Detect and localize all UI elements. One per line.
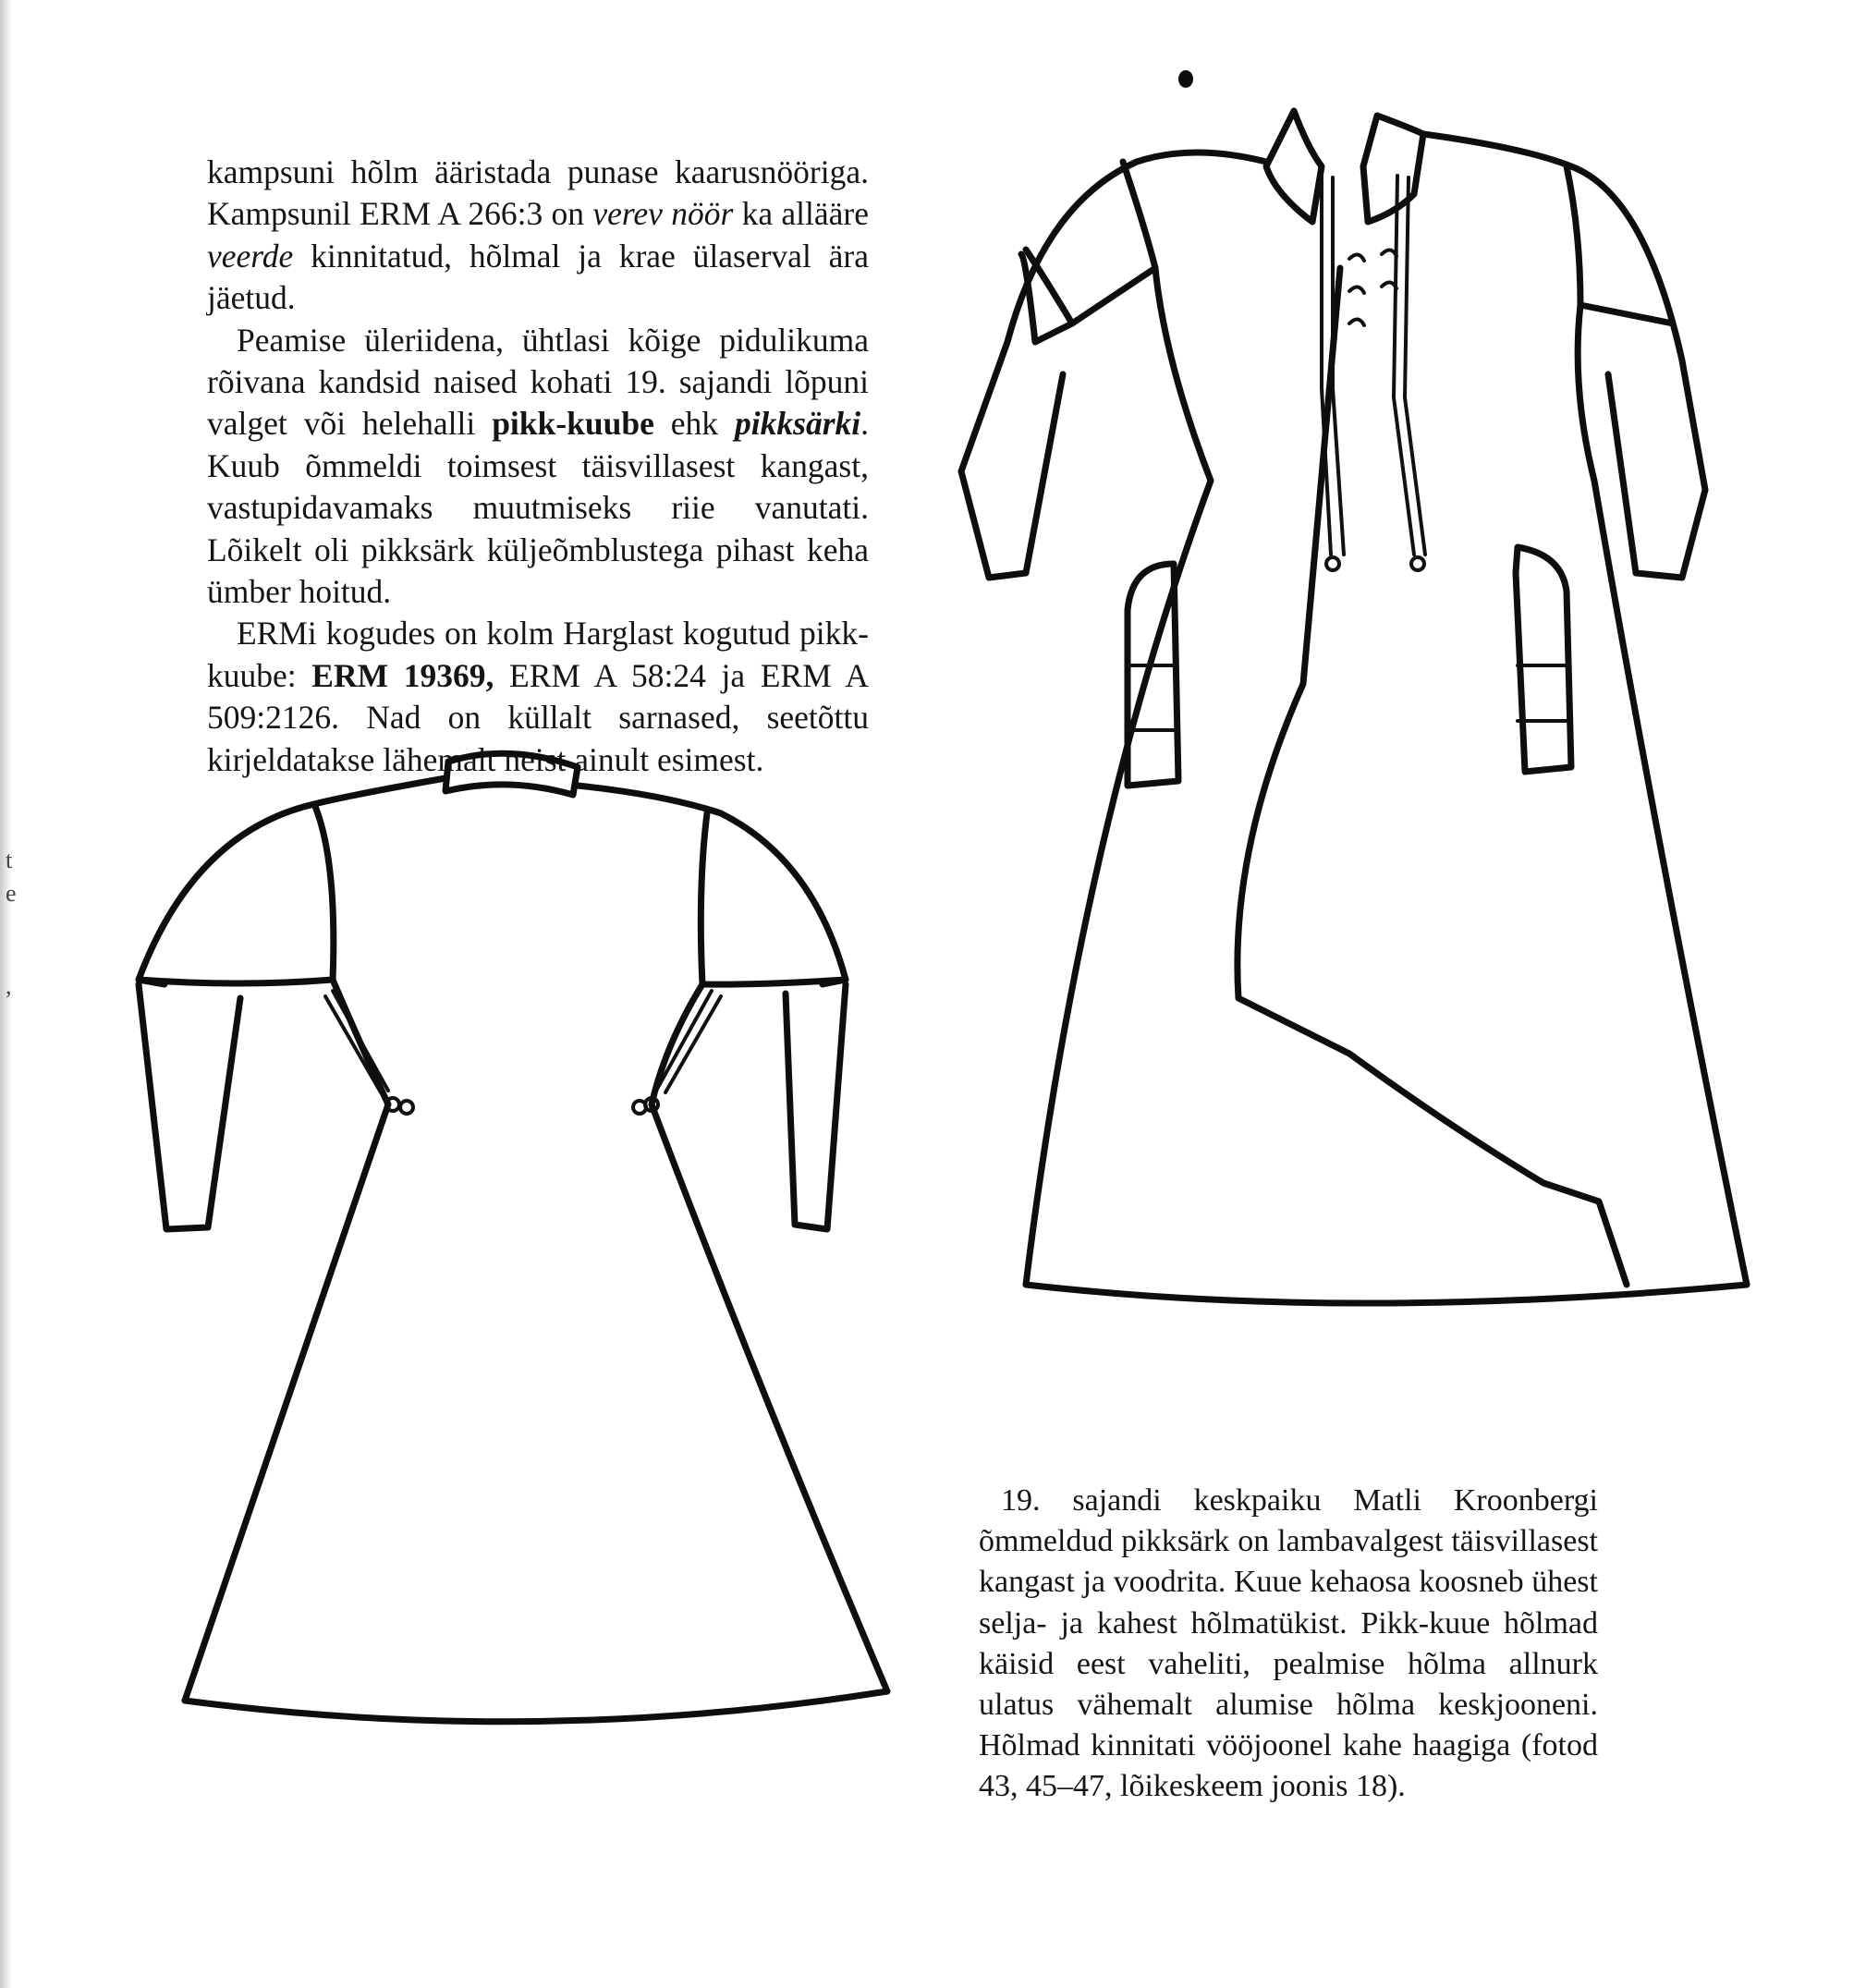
coat-front-svg [933, 92, 1821, 1331]
text-run: kinnitatud, hõlmal ja krae ülaserval ära jäetud. [207, 237, 869, 317]
paragraph-1 [207, 152, 869, 320]
text-run: . Kuub õmmeldi toimsest täisvillasest kangast, vastupidavamaks muutmiseks riie vanutati. Lõikelt oli pikksärk küljeõmblustega pihast keha ümber hoitud. [207, 405, 869, 611]
back-button-left-2 [400, 1101, 413, 1114]
bold-term: pikk-kuube [492, 405, 654, 443]
figure-caption [979, 1481, 1598, 1808]
back-upper-sleeve-right [701, 813, 707, 984]
ink-blot [1178, 70, 1193, 88]
back-shoulder-left [139, 778, 445, 984]
caption-paragraph: 19. sajandi keskpaiku Matli Kroonbergi õmmeldud pikksärk on lambavalgest täisvillasest kangast ja voodrita. Kuue kehaosa koosneb ühest selja- ja kahest hõlmatükist. Pikk-kuue hõlmad käisid eest vaheliti, pealmise hõlma allnurk ulatus vähemalt alumise hõlma keskjooneni. Hõlmad kinnitati vööjoonel kahe haagiga (fotod 43, 45–47, lõikeskeem joonis 18). [979, 1483, 1598, 1804]
paragraph-2 [207, 320, 869, 614]
bold-catalog-number: ERM 19369, [311, 656, 494, 694]
front-upper-sleeve-right [1567, 166, 1673, 323]
back-shoulder-right [578, 786, 846, 984]
front-loops-left [1349, 254, 1364, 325]
text-run: Peamise üleriidena, ühtlasi kõige pidulikuma rõivana kandsid naised kohati 19. sajandi lõpuni valget või helehalli [207, 321, 869, 443]
front-body-right [1578, 305, 1747, 1285]
back-hem [185, 1691, 887, 1722]
front-shoulder-left [961, 152, 1266, 471]
back-cuff-seam-left [139, 980, 333, 983]
front-button-left [1326, 557, 1339, 570]
margin-mark-e: e [6, 880, 17, 907]
front-pocket-right-seams [1518, 665, 1571, 721]
italic-term: veerde [207, 237, 294, 274]
back-body-right [652, 984, 887, 1691]
text-run: ehk [653, 405, 736, 443]
front-cord-right [1394, 176, 1425, 555]
back-body-left [185, 980, 388, 1701]
margin-mark-t: t [6, 847, 13, 873]
text-run: kampsuni hõlm ääristada punase kaarusnööriga. Kampsunil ERM A 266:3 on [207, 153, 869, 233]
front-hem [1026, 1285, 1747, 1303]
text-run: ERM A 58:24 ja ERM A 509:2126. Nad on küllalt sarnased, seetõttu kirjeldatakse lähemalt neist ainult esimest. [207, 656, 869, 778]
coat-front-drawing [933, 92, 1821, 1331]
front-collar-left [1266, 111, 1322, 222]
text-run: ERMi kogudes on kolm Harglast kogutud pikk-kuube: [207, 615, 869, 694]
back-lower-sleeve-left [139, 984, 240, 1229]
bold-italic-term: pikksärki [735, 405, 861, 443]
back-lower-sleeve-right [786, 984, 846, 1229]
coat-back-svg [111, 749, 943, 1895]
text-run: ka allääre [733, 195, 869, 233]
front-sleeve-band-left [1021, 254, 1072, 342]
main-text [207, 152, 869, 781]
coat-back-drawing [111, 749, 943, 1895]
front-button-right [1411, 557, 1424, 570]
front-collar-right [1363, 116, 1423, 222]
front-flap-edge [1238, 268, 1627, 1285]
margin-mark-comma: , [6, 972, 12, 999]
front-lower-sleeve-left [961, 374, 1063, 578]
front-pocket-right [1516, 547, 1571, 772]
back-cuff-seam-right [702, 980, 846, 984]
front-shoulder-right [1423, 134, 1705, 490]
back-upper-sleeve-left [314, 804, 334, 980]
italic-term: verev nöör [592, 195, 734, 233]
back-collar [445, 753, 578, 795]
